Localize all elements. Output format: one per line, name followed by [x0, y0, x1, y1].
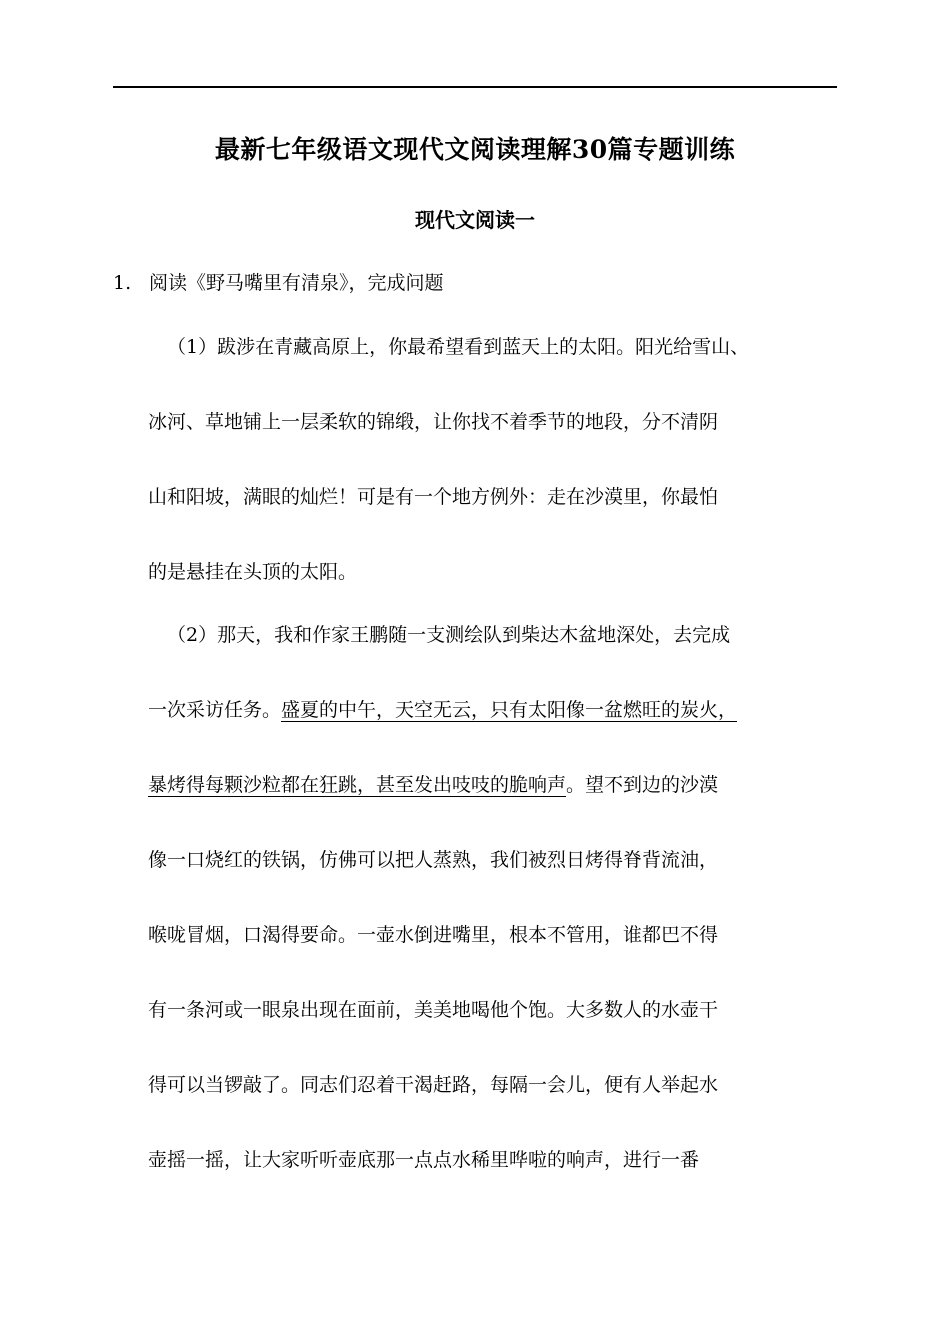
paragraph-line: （2）那天，我和作家王鹏随一支测绘队到柴达木盆地深处，去完成	[167, 624, 731, 646]
section-title: 现代文阅读一	[415, 208, 535, 232]
paragraph-line: 壶摇一摇，让大家听听壶底那一点点水稀里哗啦的响声，进行一番	[148, 1149, 700, 1171]
paragraph-line: 的是悬挂在头顶的太阳。	[148, 561, 358, 583]
paragraph-line	[148, 695, 737, 725]
paragraph-line: 山和阳坡，满眼的灿烂！可是有一个地方例外：走在沙漠里，你最怕	[148, 486, 719, 508]
underlined-sentence: 暴烤得每颗沙粒都在狂跳，甚至发出吱吱的脆响声	[148, 774, 567, 796]
line-text: 。望不到边的沙漠	[566, 774, 719, 796]
paragraph-line: 有一条河或一眼泉出现在面前，美美地喝他个饱。大多数人的水壶干	[148, 999, 719, 1021]
question-number: 1.	[113, 272, 132, 294]
header-rule	[113, 86, 837, 88]
document-title: 最新七年级语文现代文阅读理解30篇专题训练	[214, 135, 736, 164]
line-text: 一次采访任务。	[148, 699, 282, 721]
paragraph-line: 像一口烧红的铁锅，仿佛可以把人蒸熟，我们被烈日烤得脊背流油，	[148, 849, 719, 871]
paragraph-line: 喉咙冒烟，口渴得要命。一壶水倒进嘴里，根本不管用，谁都巴不得	[148, 924, 719, 946]
paragraph-line	[148, 770, 718, 800]
question-prompt: 阅读《野马嘴里有清泉》，完成问题	[149, 272, 444, 294]
paragraph-line: （1）跋涉在青藏高原上，你最希望看到蓝天上的太阳。阳光给雪山、	[167, 336, 750, 358]
underlined-sentence: 盛夏的中午，天空无云，只有太阳像一盆燃旺的炭火，	[281, 699, 738, 721]
paragraph-line: 冰河、草地铺上一层柔软的锦缎，让你找不着季节的地段，分不清阴	[148, 411, 719, 433]
question-heading	[113, 268, 444, 298]
paragraph-line: 得可以当锣敲了。同志们忍着干渴赶路，每隔一会儿，便有人举起水	[148, 1074, 719, 1096]
